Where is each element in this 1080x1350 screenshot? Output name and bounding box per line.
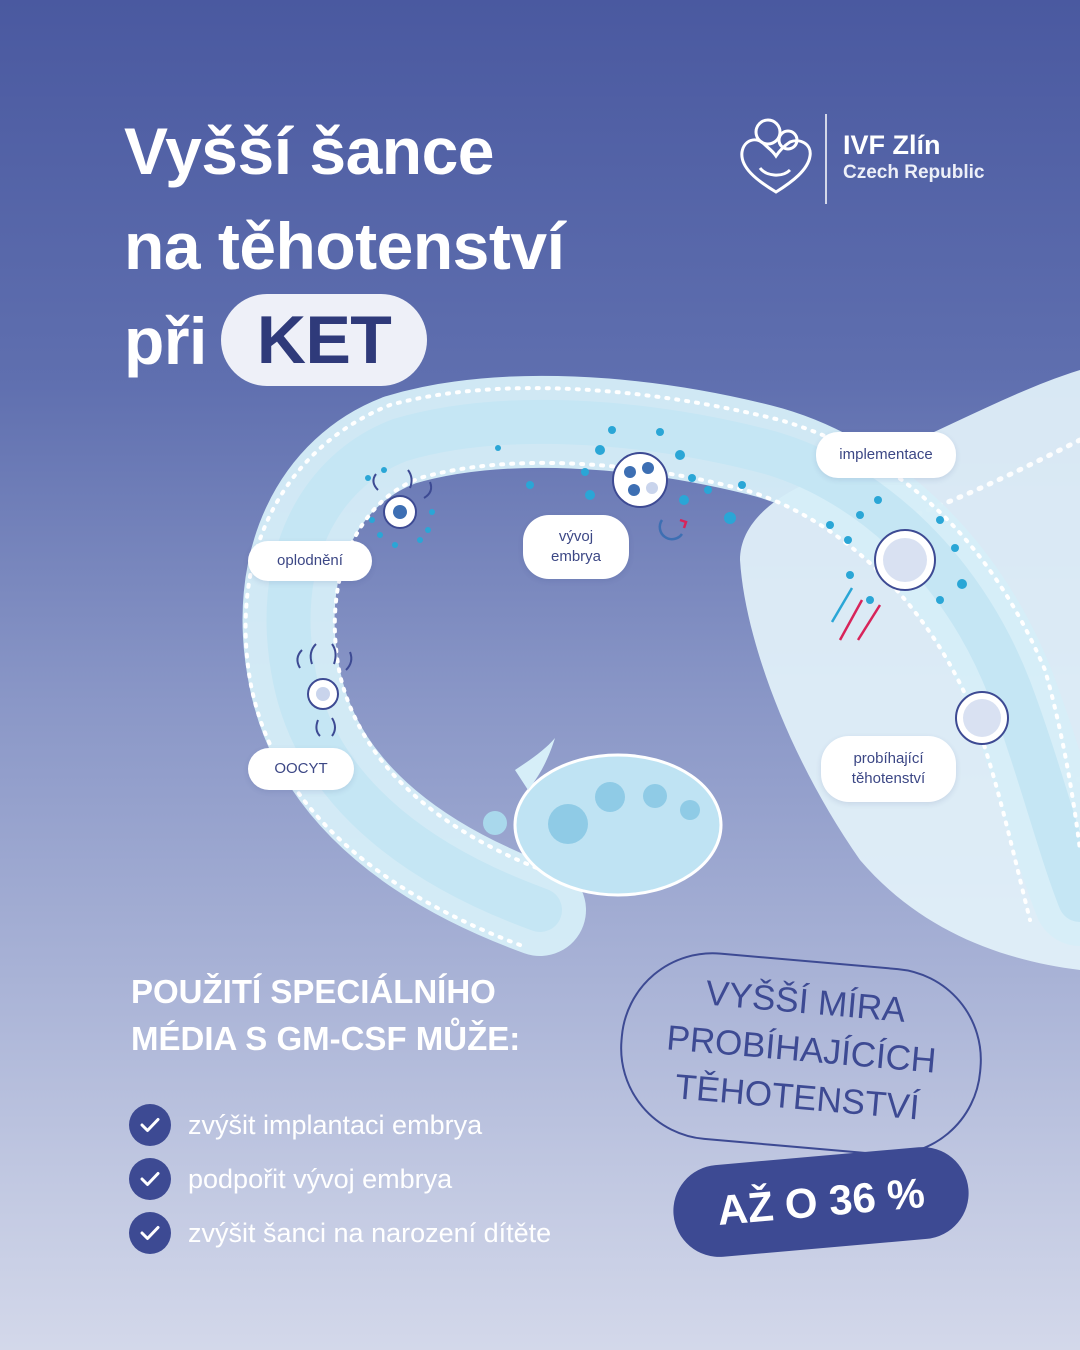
pregnancy-cell	[956, 692, 1008, 744]
benefits-title-line-1: POUŽITÍ SPECIÁLNÍHO	[131, 973, 496, 1010]
label-vyvoj-line-2: embrya	[550, 548, 602, 565]
label-vyvoj-line-1: vývoj	[558, 528, 594, 545]
label-oocyt: OOCYT	[248, 748, 354, 790]
headline-line-2: na těhotenství	[124, 209, 565, 283]
benefits-title-line-2: MÉDIA S GM-CSF MŮŽE:	[131, 1020, 521, 1057]
stat-line-2: PROBÍHAJÍCÍCH	[665, 1018, 938, 1081]
headline-line-3	[124, 294, 564, 389]
checkmark-icon	[129, 1104, 171, 1146]
checkmark-icon	[129, 1212, 171, 1254]
label-vyvoj-embrya	[523, 515, 629, 579]
list-item	[129, 1152, 551, 1206]
stat-line-3: TĚHOTENSTVÍ	[673, 1067, 921, 1128]
benefit-text: podpořit vývoj embrya	[188, 1163, 453, 1194]
label-probihajici-tehotenstvi	[821, 736, 956, 802]
headline	[124, 104, 564, 389]
list-item	[129, 1206, 551, 1260]
stat-callout	[612, 945, 989, 1164]
label-implementace: implementace	[816, 432, 956, 478]
label-oplodneni: oplodnění	[248, 541, 372, 581]
ket-highlight: KET	[221, 294, 428, 386]
headline-line-1: Vyšší šance	[124, 114, 495, 188]
checkmark-icon	[129, 1158, 171, 1200]
logo-subtitle: Czech Republic	[843, 162, 985, 183]
label-probihajici-line-1: probíhající	[853, 750, 924, 767]
benefit-text: zvýšit implantaci embrya	[188, 1109, 483, 1140]
benefit-text: zvýšit šanci na narození dítěte	[188, 1217, 552, 1248]
benefit-list	[129, 1098, 551, 1260]
family-heart-icon	[736, 112, 816, 207]
list-item	[129, 1098, 551, 1152]
stat-badge: AŽ O 36 %	[670, 1143, 973, 1260]
label-probihajici-line-2: těhotenství	[851, 770, 926, 787]
headline-prefix: při	[124, 304, 207, 378]
brand-logo	[736, 112, 996, 207]
logo-divider	[825, 114, 827, 204]
benefits-title	[131, 968, 520, 1062]
logo-name: IVF Zlín	[843, 130, 941, 160]
ovary	[515, 755, 721, 895]
stat-line-1: VYŠŠÍ MÍRA	[704, 973, 908, 1030]
